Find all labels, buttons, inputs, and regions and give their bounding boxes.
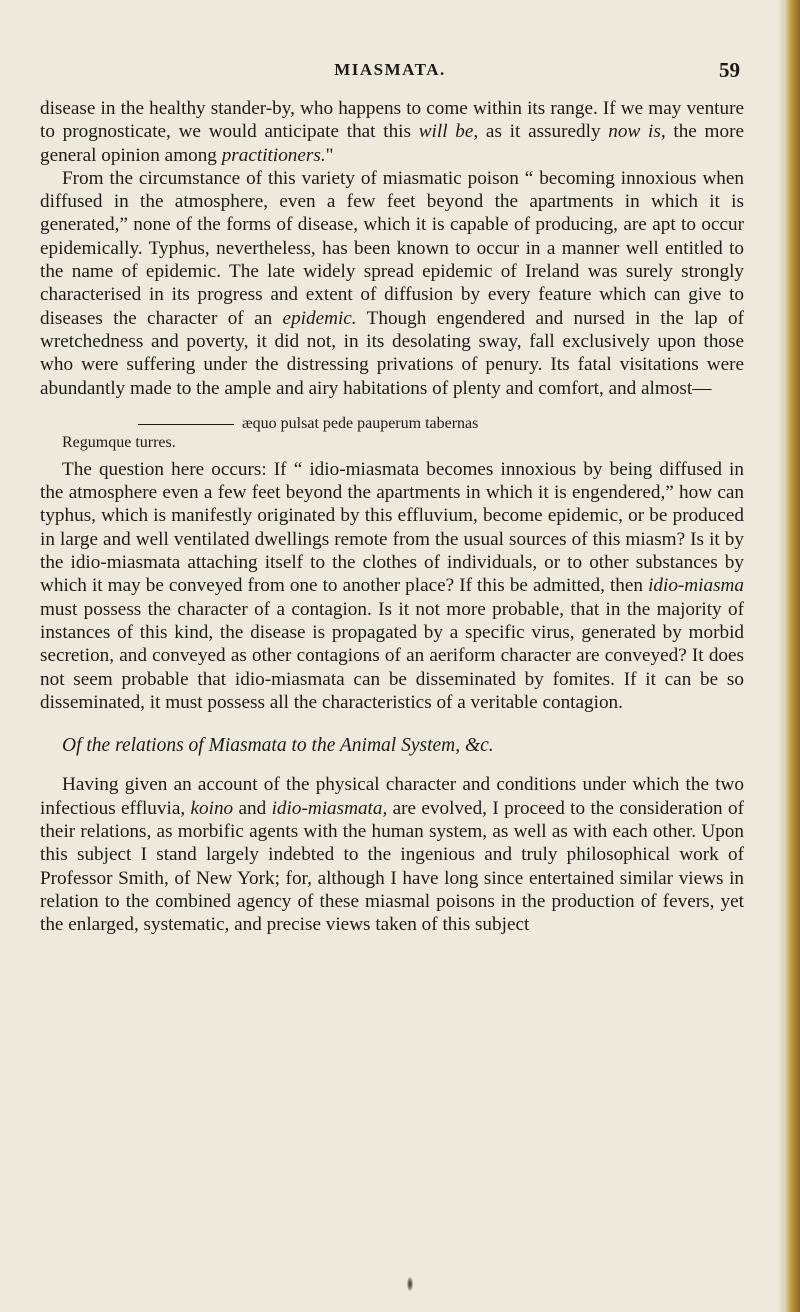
latin-quotation bbox=[40, 414, 744, 452]
paragraph-2-text-b: Though engendered and nursed in the lap of wretchedness and poverty, it did not, in its desolating sway, fall exclusively upon those who were suffering under the distressing privations of penury. Its fatal visitations were abundantly made to the ample and airy habitations of plenty and comfort, and almost— bbox=[40, 307, 744, 399]
section-heading: Of the relations of Miasmata to the Animal System, &c. bbox=[62, 735, 494, 757]
quotation-dash bbox=[138, 424, 234, 425]
quotation-line-2: Regumque turres. bbox=[62, 433, 176, 451]
paragraph-1-text-d: " bbox=[325, 144, 334, 166]
page-header bbox=[40, 60, 740, 90]
paragraph-1-italic-b: now is, bbox=[608, 121, 666, 143]
paragraph-4 bbox=[40, 773, 744, 936]
paragraph-3 bbox=[40, 458, 744, 714]
paragraph-1-italic-c: practitioners. bbox=[221, 144, 326, 166]
paragraph-2-italic-a: epidemic. bbox=[282, 307, 357, 329]
paragraph-3-italic-a: idio-miasma bbox=[648, 575, 744, 597]
paragraph-3-text-b: must possess the character of a contagion. Is it not more probable, that in the majority of instances of this kind, the disease is propagated by a specific virus, generated by morbid secretion, and conveyed as other contagions of an aeriform character are conveyed? It does not seem probable that idio-miasmata can be disseminated by fomites. If it can be so disseminated, it must possess all the characteristics of a veritable contagion. bbox=[40, 598, 744, 713]
paragraph-1 bbox=[40, 97, 744, 167]
paragraph-4-italic-b: idio-miasmata, bbox=[271, 797, 388, 819]
paragraph-4-italic-a: koino bbox=[190, 797, 234, 819]
paragraph-2 bbox=[40, 167, 744, 400]
paragraph-1-text-a: disease in the healthy stander-by, who happens to come within its range. If we may venture to prognosticate, we would anticipate that this bbox=[40, 98, 744, 143]
ink-smudge bbox=[407, 1277, 413, 1291]
quotation-line-1 bbox=[40, 414, 744, 433]
gilded-page-edge bbox=[784, 0, 800, 1312]
page-number: 59 bbox=[719, 58, 740, 82]
paragraph-4-text-c: are evolved, I proceed to the consideration of their relations, as morbific agents with the human system, as well as with each other. Upon this subject I stand largely indebted to the ingenious and truly philosophical work of Professor Smith, of New York; for, although I have long since entertained similar views in relation to the combined agency of these miasmal poisons in the production of fevers, yet the enlarged, systematic, and precise views taken of this subject bbox=[40, 797, 744, 936]
paragraph-3-text-a: The question here occurs: If “ idio-miasmata becomes innoxious by being diffused in the atmosphere even a few feet beyond the apartments in which it is engendered,” how can typhus, which is manifestly originated by this effluvium, become epidemic, or be produced in large and well ventilated dwellings remote from the usual sources of this miasm? Is it by the idio-miasmata attaching itself to the clothes of individuals, or to other substances by which it may be conveyed from one to another place? If this be admitted, then bbox=[40, 458, 744, 597]
paragraph-1-italic-a: will be, bbox=[418, 121, 479, 143]
paragraph-4-text-b: and bbox=[233, 797, 272, 819]
paragraph-1-text-c: the more general opinion among bbox=[40, 121, 744, 166]
paragraph-4-text-a: Having given an account of the physical character and conditions under which the two infectious effluvia, bbox=[40, 774, 744, 819]
running-title: MIASMATA. bbox=[334, 60, 446, 79]
paragraph-2-text-a: From the circumstance of this variety of miasmatic poison “ becoming innoxious when diffused in the atmosphere, even a few feet beyond the apartments in which it is generated,” none of the forms of disease, which it is capable of producing, are apt to occur epidemically. Typhus, nevertheless, has been known to occur in a manner well entitled to the name of epidemic. The late widely spread epidemic of Ireland was surely strongly characterised in its progress and extent of diffusion by every feature which can give to diseases the character of an bbox=[40, 167, 744, 329]
page-body bbox=[40, 97, 744, 937]
quotation-line-1-text: æquo pulsat pede pauperum tabernas bbox=[242, 414, 479, 432]
paragraph-1-text-b: as it assuredly bbox=[478, 121, 609, 143]
